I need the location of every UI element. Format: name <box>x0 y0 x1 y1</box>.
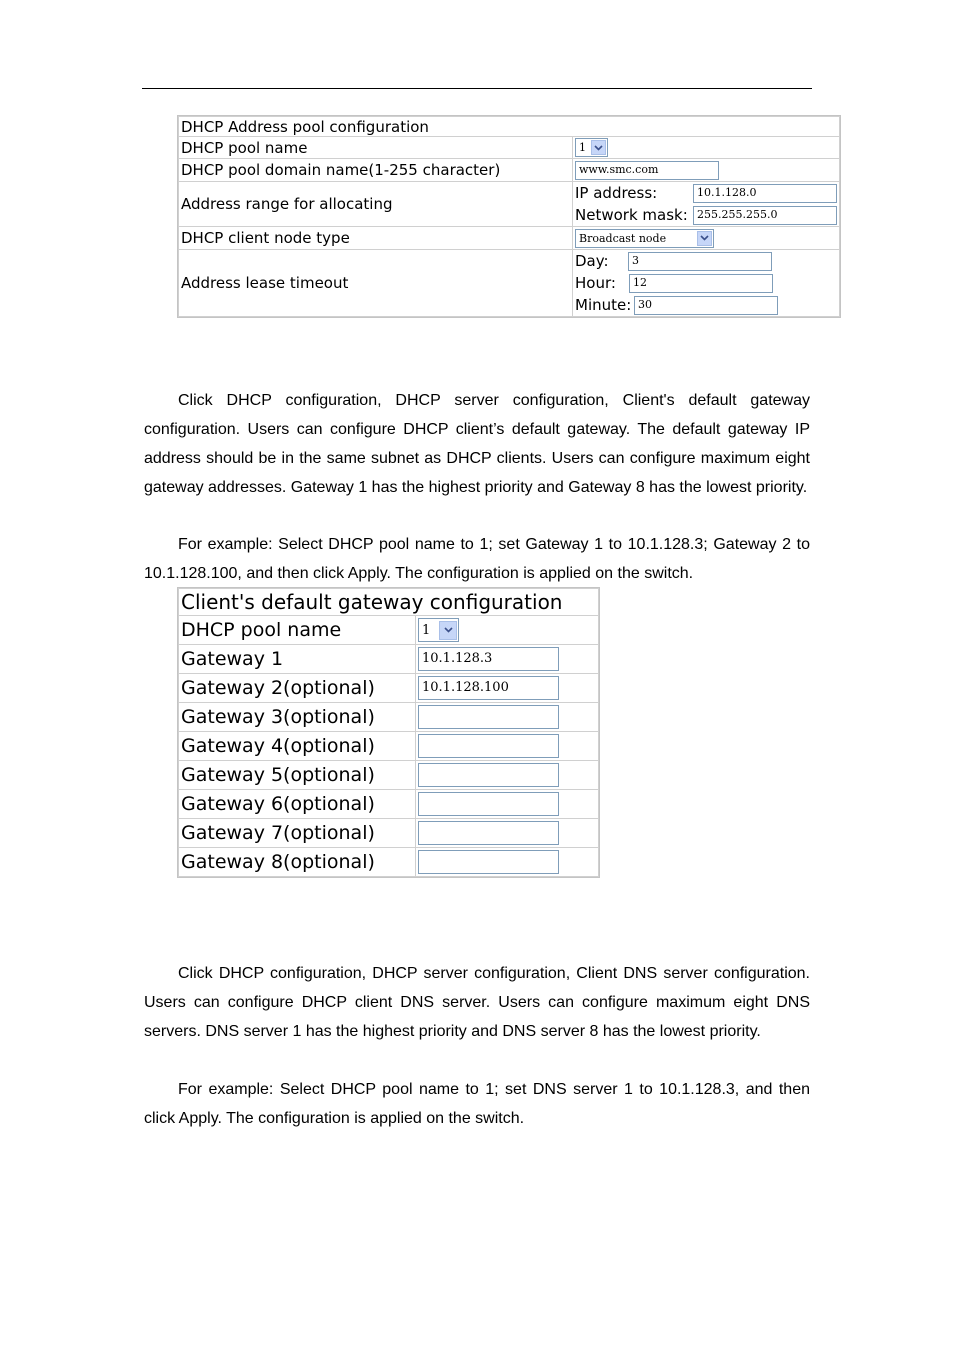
gw-pool-name-select-value: 1 <box>422 622 431 638</box>
paragraph-gateway-example: For example: Select DHCP pool name to 1; set Gateway 1 to 10.1.128.3; Gateway 2 to 10.1.128.100, and then click Apply. The configuration is applied on the switch. <box>144 536 810 582</box>
gateway-3-label: Gateway 3(optional) <box>179 703 415 731</box>
gw-pool-name-select[interactable] <box>418 618 459 642</box>
gateway-8-label: Gateway 8(optional) <box>179 848 415 876</box>
network-mask-input[interactable]: 255.255.255.0 <box>693 206 837 225</box>
paragraph-dns-intro: Click DHCP configuration, DHCP server configuration, Client DNS server configuration. Users can configure DHCP client DNS server. Users can configure maximum eight DNS servers. DNS server 1 has the highest priority and DNS server 8 has the lowest priority. <box>144 965 810 1040</box>
range-label: Address range for allocating <box>179 182 572 226</box>
gateway-5-label: Gateway 5(optional) <box>179 761 415 789</box>
ip-address-label: IP address: <box>575 184 658 202</box>
gateway-6-label: Gateway 6(optional) <box>179 790 415 818</box>
pool-config-table <box>177 115 841 318</box>
gateway-2-label: Gateway 2(optional) <box>179 674 415 702</box>
gateway-8-input[interactable] <box>418 850 559 874</box>
gateway-4-label: Gateway 4(optional) <box>179 732 415 760</box>
gateway-3-input[interactable] <box>418 705 559 729</box>
minute-label: Minute: <box>575 296 632 314</box>
network-mask-label: Network mask: <box>575 206 688 224</box>
gw-pool-name-label: DHCP pool name <box>179 616 415 644</box>
chevron-down-icon <box>439 621 457 640</box>
gateway-7-input[interactable] <box>418 821 559 845</box>
domain-label: DHCP pool domain name(1-255 character) <box>179 159 572 181</box>
gateway-config-table <box>177 587 600 878</box>
day-label: Day: <box>575 252 609 270</box>
node-type-label: DHCP client node type <box>179 227 572 249</box>
gateway-1-label: Gateway 1 <box>179 645 415 673</box>
paragraph-gateway-intro: Click DHCP configuration, DHCP server configuration, Client's default gateway configuration. Users can configure DHCP client’s default gateway. The default gateway IP address should be in the same subnet as DHCP clients. Users can configure maximum eight gateway addresses. Gateway 1 has the highest priority and Gateway 8 has the lowest priority. <box>144 392 810 496</box>
chevron-down-icon <box>697 231 712 246</box>
pool-name-select[interactable] <box>575 138 608 157</box>
day-input[interactable]: 3 <box>628 252 772 271</box>
hour-input[interactable]: 12 <box>629 274 773 293</box>
gateway-2-input[interactable]: 10.1.128.100 <box>418 676 559 700</box>
pool-name-select-value: 1 <box>579 141 586 154</box>
chevron-down-icon <box>591 140 606 155</box>
gateway-5-input[interactable] <box>418 763 559 787</box>
minute-input[interactable]: 30 <box>634 296 778 315</box>
lease-label: Address lease timeout <box>179 250 572 316</box>
gateway-7-label: Gateway 7(optional) <box>179 819 415 847</box>
header-rule <box>142 88 812 89</box>
node-type-select[interactable] <box>575 229 714 248</box>
gateway-6-input[interactable] <box>418 792 559 816</box>
domain-input[interactable]: www.smc.com <box>575 161 719 180</box>
hour-label: Hour: <box>575 274 616 292</box>
gateway-4-input[interactable] <box>418 734 559 758</box>
paragraph-dns-example: For example: Select DHCP pool name to 1; set DNS server 1 to 10.1.128.3, and then click Apply. The configuration is applied on the switch. <box>144 1081 810 1127</box>
ip-address-input[interactable]: 10.1.128.0 <box>693 184 837 203</box>
pool-config-title: DHCP Address pool configuration <box>179 117 839 136</box>
gateway-1-input[interactable]: 10.1.128.3 <box>418 647 559 671</box>
gateway-config-title: Client's default gateway configuration <box>179 589 598 615</box>
node-type-select-value: Broadcast node <box>579 231 667 245</box>
pool-name-label: DHCP pool name <box>179 137 572 158</box>
